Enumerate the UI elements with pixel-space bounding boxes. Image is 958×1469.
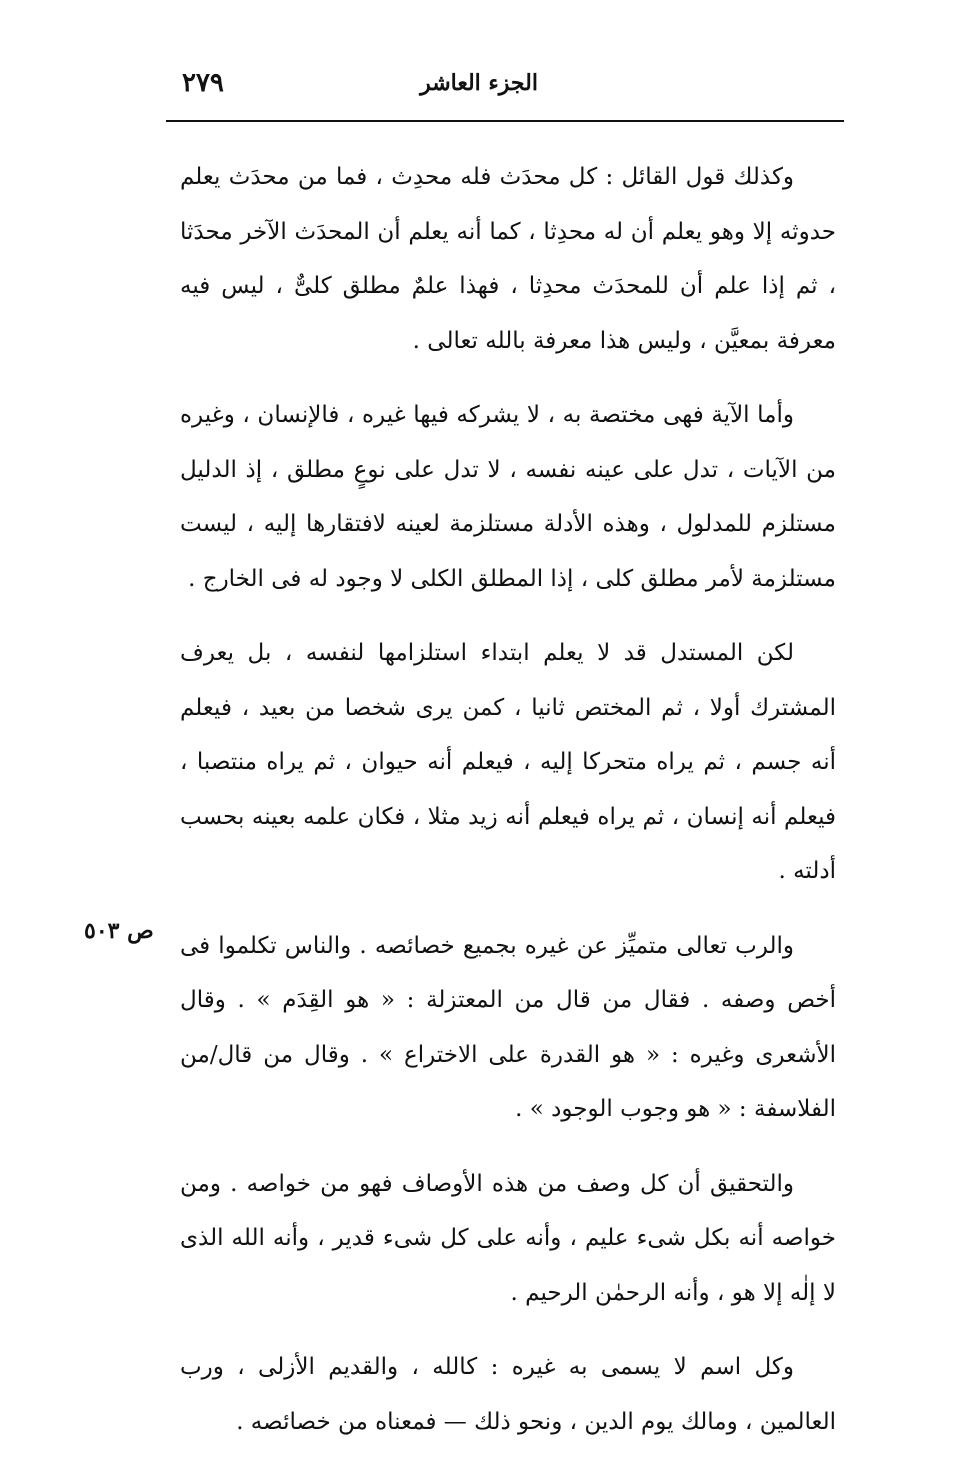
header-rule xyxy=(166,120,844,122)
paragraph: والتحقيق أن كل وصف من هذه الأوصاف فهو من خواصه . ومن خواصه أنه بكل شىء عليم ، وأنه على كل شىء قدير ، وأنه الله الذى لا إلٰه إلا هو ، وأنه الرحمٰن الرحيم . xyxy=(180,1170,836,1306)
paragraph: وكل اسم لا يسمى به غيره : كالله ، والقديم الأزلى ، ورب العالمين ، ومالك يوم الدين ، ونحو ذلك — فمعناه من خصائصه . xyxy=(180,1354,836,1435)
margin-note: ص ٥٠٣ xyxy=(84,918,154,944)
paragraph: وأما الآية فهى مختصة به ، لا يشركه فيها غيره ، فالإنسان ، وغيره من الآيات ، تدل على عينه نفسه ، لا تدل على نوعٍ مطلق ، إذ الدليل مستلزم للمدلول ، وهذه الأدلة مستلزمة لعينه لافتقارها إليه ، ليست مستلزمة لأمر مطلق كلى ، إذا المطلق الكلى لا وجود له فى الخارج . xyxy=(180,402,836,592)
page-number: ٢٧٩ xyxy=(182,68,224,98)
body-text xyxy=(180,150,836,1469)
paragraph: والرب تعالى متميِّز عن غيره بجميع خصائصه . والناس تكلموا فى أخص وصفه . فقال من قال من المعتزلة : « هو القِدَم » . وقال الأشعرى وغيره : « هو القدرة على الاختراع » . وقال من قال/من الفلاسفة : « هو وجوب الوجود » . xyxy=(180,932,836,1122)
running-head: الجزء العاشر xyxy=(420,70,538,96)
paragraph: لكن المستدل قد لا يعلم ابتداء استلزامها لنفسه ، بل يعرف المشترك أولا ، ثم المختص ثانيا ، كمن يرى شخصا من بعيد ، فيعلم أنه جسم ، ثم يراه متحركا إليه ، فيعلم أنه حيوان ، ثم يراه منتصبا ، فيعلم أنه إنسان ، ثم يراه فيعلم أنه زيد مثلا ، فكان علمه بعينه بحسب أدلته . xyxy=(180,640,836,884)
paragraph: وكذلك قول القائل : كل محدَث فله محدِث ، فما من محدَث يعلم حدوثه إلا وهو يعلم أن له محدِثا ، كما أنه يعلم أن المحدَث الآخر محدَثا ، ثم إذا علم أن للمحدَث محدِثا ، فهذا علمٌ مطلق كلىٌّ ، ليس فيه معرفة بمعيَّن ، وليس هذا معرفة بالله تعالى . xyxy=(180,164,836,354)
